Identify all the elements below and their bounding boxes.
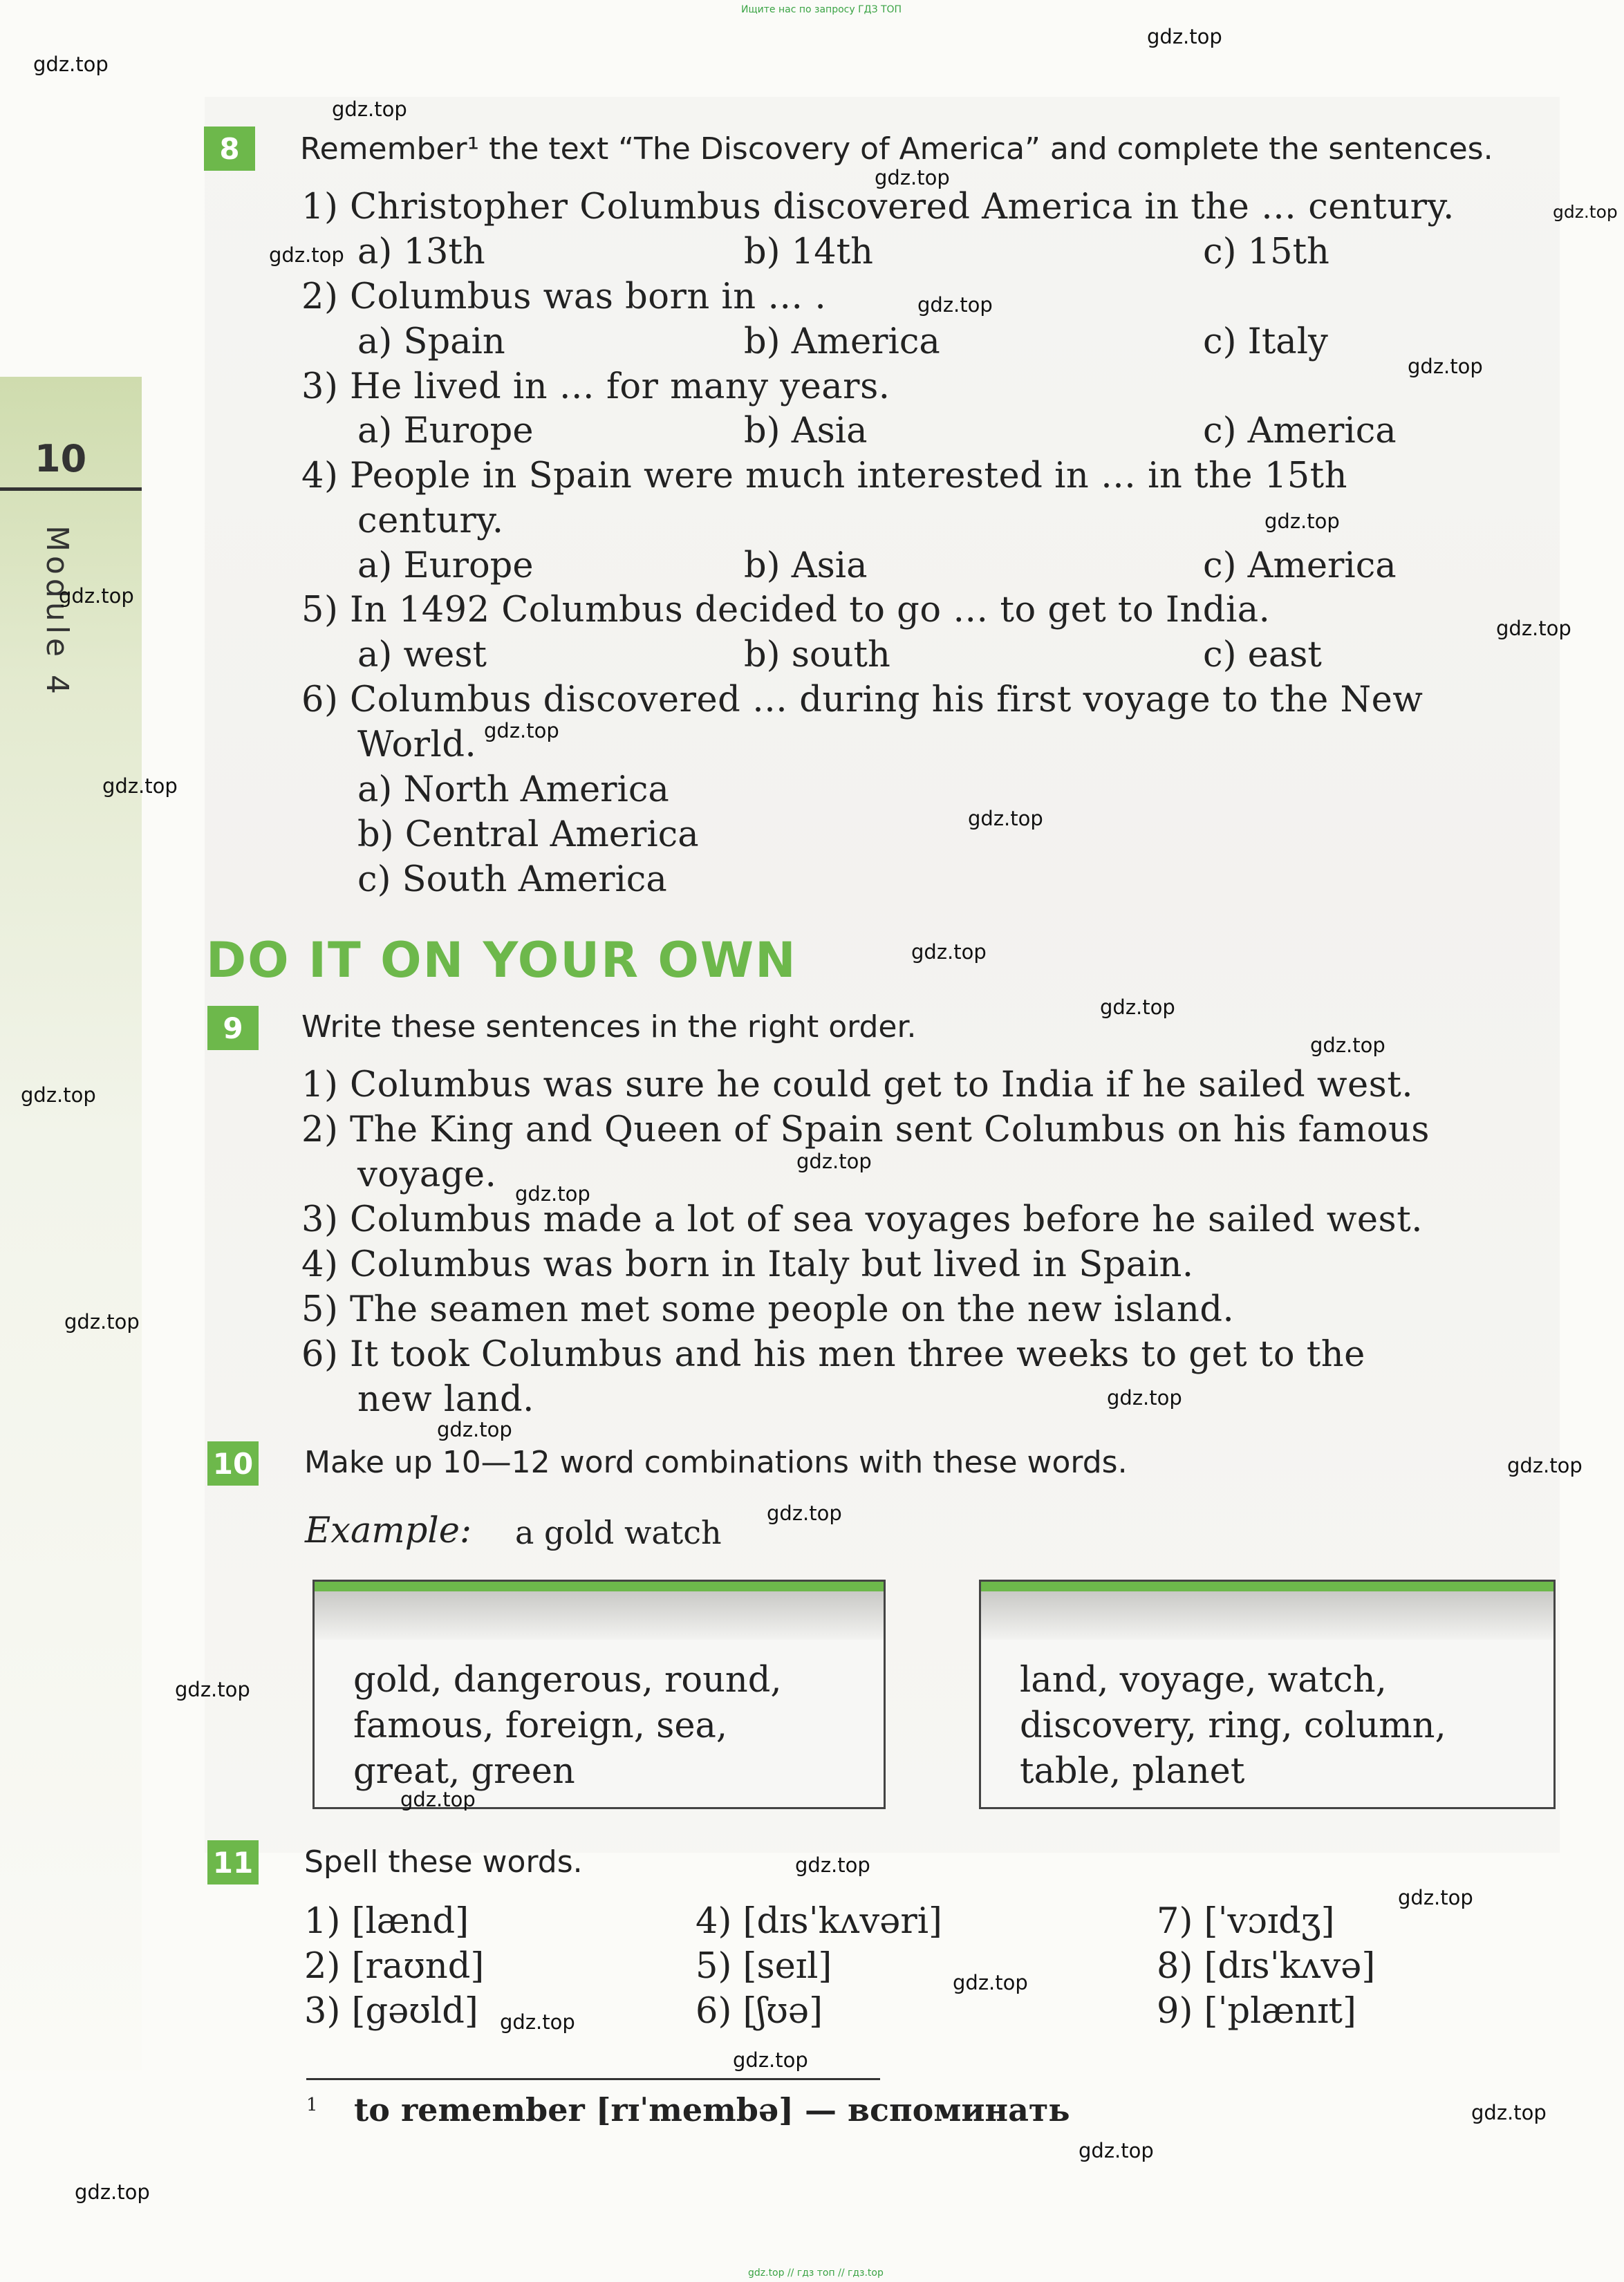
watermark: gdz.top xyxy=(1553,202,1618,222)
ex8-q1-b: b) 14th xyxy=(744,232,873,272)
example-text: a gold watch xyxy=(515,1514,722,1551)
watermark: gdz.top xyxy=(332,97,407,121)
watermark: gdz.top xyxy=(911,940,987,964)
ex8-q3-a: a) Europe xyxy=(357,411,534,451)
watermark: gdz.top xyxy=(733,2048,808,2072)
ex9-s3: 3) Columbus made a lot of sea voyages before he sailed west. xyxy=(301,1199,1423,1240)
ex8-q1-a: a) 13th xyxy=(357,232,485,272)
watermark: gdz.top xyxy=(102,774,178,798)
word-box-adjectives-line1: gold, dangerous, round, xyxy=(353,1660,782,1701)
ex11-word-1: 1) [lænd] xyxy=(304,1901,469,1942)
ex8-q4-line2: century. xyxy=(357,501,504,541)
bottom-notice: gdz.top // гдз топ // гдз.top xyxy=(748,2267,884,2279)
exercise-10-number: 10 xyxy=(207,1441,259,1486)
ex11-word-2: 2) [raʊnd] xyxy=(304,1946,485,1987)
ex8-q4-b: b) Asia xyxy=(744,545,868,586)
exercise-10-instruction: Make up 10—12 word combinations with these words. xyxy=(304,1445,1128,1480)
watermark: gdz.top xyxy=(917,293,993,317)
word-box-nouns-line3: table, planet xyxy=(1020,1751,1245,1792)
watermark: gdz.top xyxy=(795,1853,870,1877)
exercise-8-instruction: Remember¹ the text “The Discovery of America” and complete the sentences. xyxy=(300,131,1493,167)
ex8-q1: 1) Christopher Columbus discovered America in the … century. xyxy=(301,187,1455,227)
section-title: DO IT ON YOUR OWN xyxy=(206,932,797,989)
word-box-nouns-stripe xyxy=(981,1582,1553,1591)
ex9-s4: 4) Columbus was born in Italy but lived in Spain. xyxy=(301,1244,1194,1285)
watermark: gdz.top xyxy=(767,1502,842,1525)
ex11-word-6: 6) [ʃʊə] xyxy=(696,1991,823,2032)
watermark: gdz.top xyxy=(515,1182,590,1206)
ex8-q4-line1: 4) People in Spain were much interested in … in the 15th xyxy=(301,456,1348,496)
word-box-adjectives-stripe xyxy=(315,1582,884,1591)
page-number: 10 xyxy=(35,437,87,480)
ex9-s5: 5) The seamen met some people on the new island. xyxy=(301,1289,1235,1330)
word-box-nouns-shade xyxy=(981,1591,1553,1640)
ex11-word-3: 3) [gəʊld] xyxy=(304,1991,478,2032)
example-label: Example: xyxy=(305,1511,472,1551)
watermark: gdz.top xyxy=(1408,355,1483,378)
watermark: gdz.top xyxy=(1107,1386,1182,1410)
word-box-adjectives xyxy=(312,1580,886,1809)
watermark: gdz.top xyxy=(1310,1034,1385,1057)
ex8-q5-b: b) south xyxy=(744,635,890,675)
word-box-adjectives-line2: famous, foreign, sea, xyxy=(353,1705,728,1746)
ex9-s6-line2: new land. xyxy=(357,1379,534,1420)
watermark: gdz.top xyxy=(1264,509,1340,533)
page-number-rule xyxy=(0,487,142,491)
watermark: gdz.top xyxy=(953,1971,1028,1994)
ex8-q3-c: c) America xyxy=(1203,411,1397,451)
exercise-11-instruction: Spell these words. xyxy=(304,1844,583,1880)
ex9-s2-line2: voyage. xyxy=(357,1154,497,1195)
ex8-q4-a: a) Europe xyxy=(357,545,534,586)
word-box-nouns xyxy=(979,1580,1556,1809)
watermark: gdz.top xyxy=(1147,25,1222,48)
watermark: gdz.top xyxy=(64,1310,140,1334)
ex9-s6-line1: 6) It took Columbus and his men three weeks to get to the xyxy=(301,1334,1365,1375)
watermark: gdz.top xyxy=(269,243,344,267)
ex8-q1-c: c) 15th xyxy=(1203,232,1329,272)
ex8-q6-line1: 6) Columbus discovered … during his first voyage to the New xyxy=(301,680,1424,720)
watermark: gdz.top xyxy=(175,1678,250,1701)
ex8-q6-line2: World. xyxy=(357,724,477,765)
exercise-9-number: 9 xyxy=(207,1006,259,1050)
exercise-9-instruction: Write these sentences in the right order. xyxy=(301,1009,917,1045)
module-label: Module 4 xyxy=(39,525,75,698)
ex11-word-4: 4) [dɪsˈkʌvəri] xyxy=(696,1901,942,1942)
watermark: gdz.top xyxy=(796,1150,872,1173)
footnote-rule xyxy=(306,2078,880,2080)
ex8-q3: 3) He lived in … for many years. xyxy=(301,366,890,407)
ex8-q6-b: b) Central America xyxy=(357,814,699,855)
ex9-s2-line1: 2) The King and Queen of Spain sent Columbus on his famous xyxy=(301,1110,1430,1150)
footnote-text: to remember [rɪˈmembə] — вспоминать xyxy=(354,2091,1070,2129)
ex8-q4-c: c) America xyxy=(1203,545,1397,586)
word-box-adjectives-line3: great, green xyxy=(353,1751,575,1792)
word-box-adjectives-shade xyxy=(315,1591,884,1640)
ex8-q3-b: b) Asia xyxy=(744,411,868,451)
ex11-word-8: 8) [dɪsˈkʌvə] xyxy=(1157,1946,1376,1987)
ex11-word-5: 5) [seɪl] xyxy=(696,1946,832,1987)
watermark: gdz.top xyxy=(59,584,134,608)
watermark: gdz.top xyxy=(437,1418,512,1441)
ex8-q2-b: b) America xyxy=(744,321,940,362)
watermark: gdz.top xyxy=(1471,2101,1547,2124)
ex8-q5-c: c) east xyxy=(1203,635,1322,675)
ex11-word-7: 7) [ˈvɔɪdʒ] xyxy=(1157,1901,1335,1942)
watermark: gdz.top xyxy=(1496,617,1571,640)
watermark: gdz.top xyxy=(968,807,1043,830)
watermark: gdz.top xyxy=(400,1788,476,1811)
top-notice: Ищите нас по запросу ГДЗ ТОП xyxy=(741,4,902,15)
ex8-q2: 2) Columbus was born in … . xyxy=(301,277,827,317)
ex8-q6-c: c) South America xyxy=(357,859,667,900)
watermark: gdz.top xyxy=(1398,1886,1473,1909)
word-box-nouns-line2: discovery, ring, column, xyxy=(1020,1705,1446,1746)
watermark: gdz.top xyxy=(1079,2139,1154,2162)
ex8-q6-a: a) North America xyxy=(357,769,669,810)
ex9-s1: 1) Columbus was sure he could get to India if he sailed west. xyxy=(301,1065,1414,1105)
word-box-nouns-line1: land, voyage, watch, xyxy=(1020,1660,1387,1701)
exercise-11-number: 11 xyxy=(207,1840,259,1884)
ex8-q5: 5) In 1492 Columbus decided to go … to get to India. xyxy=(301,590,1271,630)
footnote-mark: 1 xyxy=(306,2095,318,2115)
watermark: gdz.top xyxy=(875,166,950,189)
watermark: gdz.top xyxy=(1507,1454,1583,1477)
watermark: gdz.top xyxy=(1100,995,1175,1019)
watermark: gdz.top xyxy=(33,53,109,76)
watermark: gdz.top xyxy=(21,1083,96,1107)
ex8-q5-a: a) west xyxy=(357,635,487,675)
exercise-8-number: 8 xyxy=(204,127,255,171)
watermark: gdz.top xyxy=(75,2180,150,2204)
ex8-q2-c: c) Italy xyxy=(1203,321,1328,362)
ex11-word-9: 9) [ˈplænɪt] xyxy=(1157,1991,1356,2032)
watermark: gdz.top xyxy=(484,719,559,742)
watermark: gdz.top xyxy=(500,2010,575,2034)
ex8-q2-a: a) Spain xyxy=(357,321,505,362)
